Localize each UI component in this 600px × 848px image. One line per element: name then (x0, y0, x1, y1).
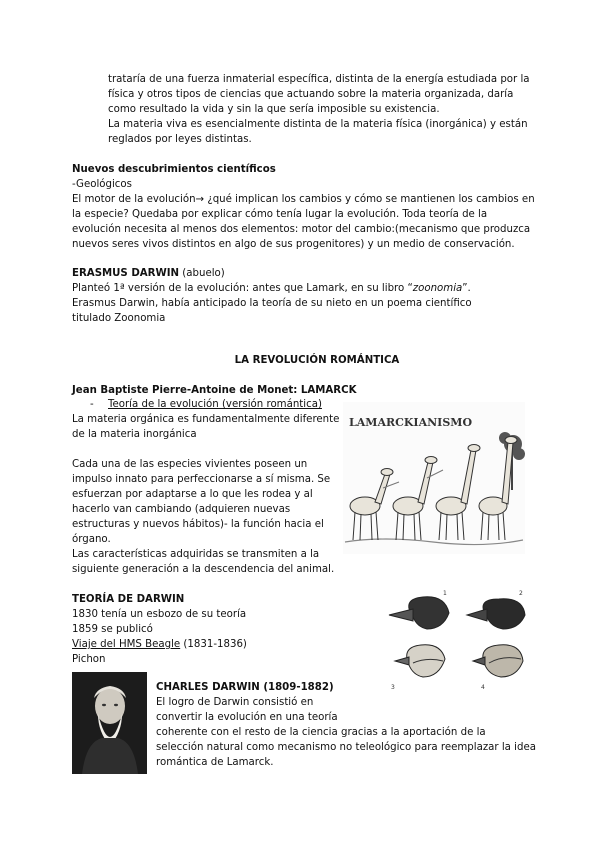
finch-label: 3 (391, 684, 395, 691)
intro-line-2: física y otros tipos de ciencias que actuando sobre la materia organizada, daría (108, 89, 514, 100)
erasmus-line-1-prefix: Planteó 1ª versión de la evolución: antes que Lamark, en su libro “ (72, 283, 413, 294)
darwin-theory-heading: TEORÍA DE DARWIN (72, 594, 185, 605)
erasmus-book-title: zoonomia (412, 283, 463, 294)
discoveries-line-2: la especie? Quedaba por explicar cómo tenía lugar la evolución. Toda teoría de la (72, 209, 488, 220)
erasmus-line-1 (72, 281, 471, 296)
charles-darwin-portrait (72, 672, 147, 774)
intro-line-1: trataría de una fuerza inmaterial específica, distinta de la energía estudiada por la (108, 74, 530, 85)
lamarckism-figure (343, 402, 525, 554)
lamarck-line-1: La materia orgánica es fundamentalmente diferente (72, 414, 340, 425)
darwin-theory-line-4: Pichon (72, 654, 106, 665)
charles-line-5: romántica de Lamarck. (156, 757, 274, 768)
intro-line-3: como resultado la vida y sin la que sería imposible su existencia. (108, 104, 440, 115)
lamarck-line-4: Cada una de las especies vivientes poseen un (72, 459, 308, 470)
lamarck-line-2: de la materia inorgánica (72, 429, 197, 440)
erasmus-line-1-suffix: ”. (462, 283, 471, 294)
intro-line-5: reglados por leyes distintas. (108, 134, 252, 145)
erasmus-line-2: Erasmus Darwin, había anticipado la teoría de su nieto en un poema científico (72, 298, 472, 309)
darwin-theory-line-3 (72, 637, 247, 652)
intro-line-4: La materia viva es esencialmente distinta de la materia física (inorgánica) y están (108, 119, 528, 130)
charles-heading: CHARLES DARWIN (1809-1882) (156, 682, 334, 693)
discoveries-subheading: -Geológicos (72, 179, 132, 190)
charles-line-2: convertir la evolución en una teoría (156, 712, 338, 723)
discoveries-line-4: nuevos seres vivos distintos en algo de sus progenitores) y un medio de conservación. (72, 239, 515, 250)
beagle-voyage-link[interactable]: Viaje del HMS Beagle (72, 639, 181, 650)
darwin-theory-line-2: 1859 se publicó (72, 624, 153, 635)
lamarck-line-7: hacerlo van cambiando (adquieren nuevas (72, 504, 291, 515)
lamarck-heading: Jean Baptiste Pierre-Antoine de Monet: LAMARCK (72, 385, 357, 396)
finch-label: 2 (519, 590, 523, 597)
lamarck-theory-link[interactable]: Teoría de la evolución (versión romántica) (108, 399, 322, 410)
lamarck-line-8: estructuras y nuevos hábitos)- la función hacia el (72, 519, 324, 530)
darwin-theory-line-1: 1830 tenía un esbozo de su teoría (72, 609, 247, 620)
erasmus-line-3: titulado Zoonomia (72, 313, 166, 324)
lamarck-line-11: siguiente generación a la descendencia del animal. (72, 564, 335, 575)
lamarck-line-10: Las características adquiridas se transmiten a la (72, 549, 320, 560)
charles-line-1: El logro de Darwin consistió en (156, 697, 314, 708)
finch-label: 4 (481, 684, 485, 691)
discoveries-line-1: El motor de la evolución→ ¿qué implican los cambios y cómo se mantienen los cambios en (72, 194, 535, 205)
charles-line-3: coherente con el resto de la ciencia gracias a la aportación de la (156, 727, 486, 738)
lamarck-bullet: - (90, 399, 94, 410)
discoveries-line-3: evolución necesita al menos dos elementos: motor del cambio:(mecanismo que produzca (72, 224, 531, 235)
discoveries-heading: Nuevos descubrimientos científicos (72, 164, 276, 175)
charles-line-4: selección natural como mecanismo no teleológico para reemplazar la idea (156, 742, 536, 753)
erasmus-name: ERASMUS DARWIN (72, 268, 180, 279)
beagle-years: (1831-1836) (180, 639, 247, 650)
finches-figure (383, 587, 535, 695)
finch-label: 1 (443, 590, 447, 597)
lamarckism-caption: LAMARCKIANISMO (349, 416, 473, 429)
erasmus-heading-line (72, 266, 225, 281)
erasmus-relation: (abuelo) (179, 268, 225, 279)
lamarck-line-9: órgano. (72, 534, 111, 545)
lamarck-line-5: impulso innato para perfeccionarse a sí misma. Se (72, 474, 331, 485)
romantic-heading: LA REVOLUCIÓN ROMÁNTICA (234, 355, 400, 366)
lamarck-line-6: esfuerzan por adaptarse a lo que les rodea y al (72, 489, 313, 500)
